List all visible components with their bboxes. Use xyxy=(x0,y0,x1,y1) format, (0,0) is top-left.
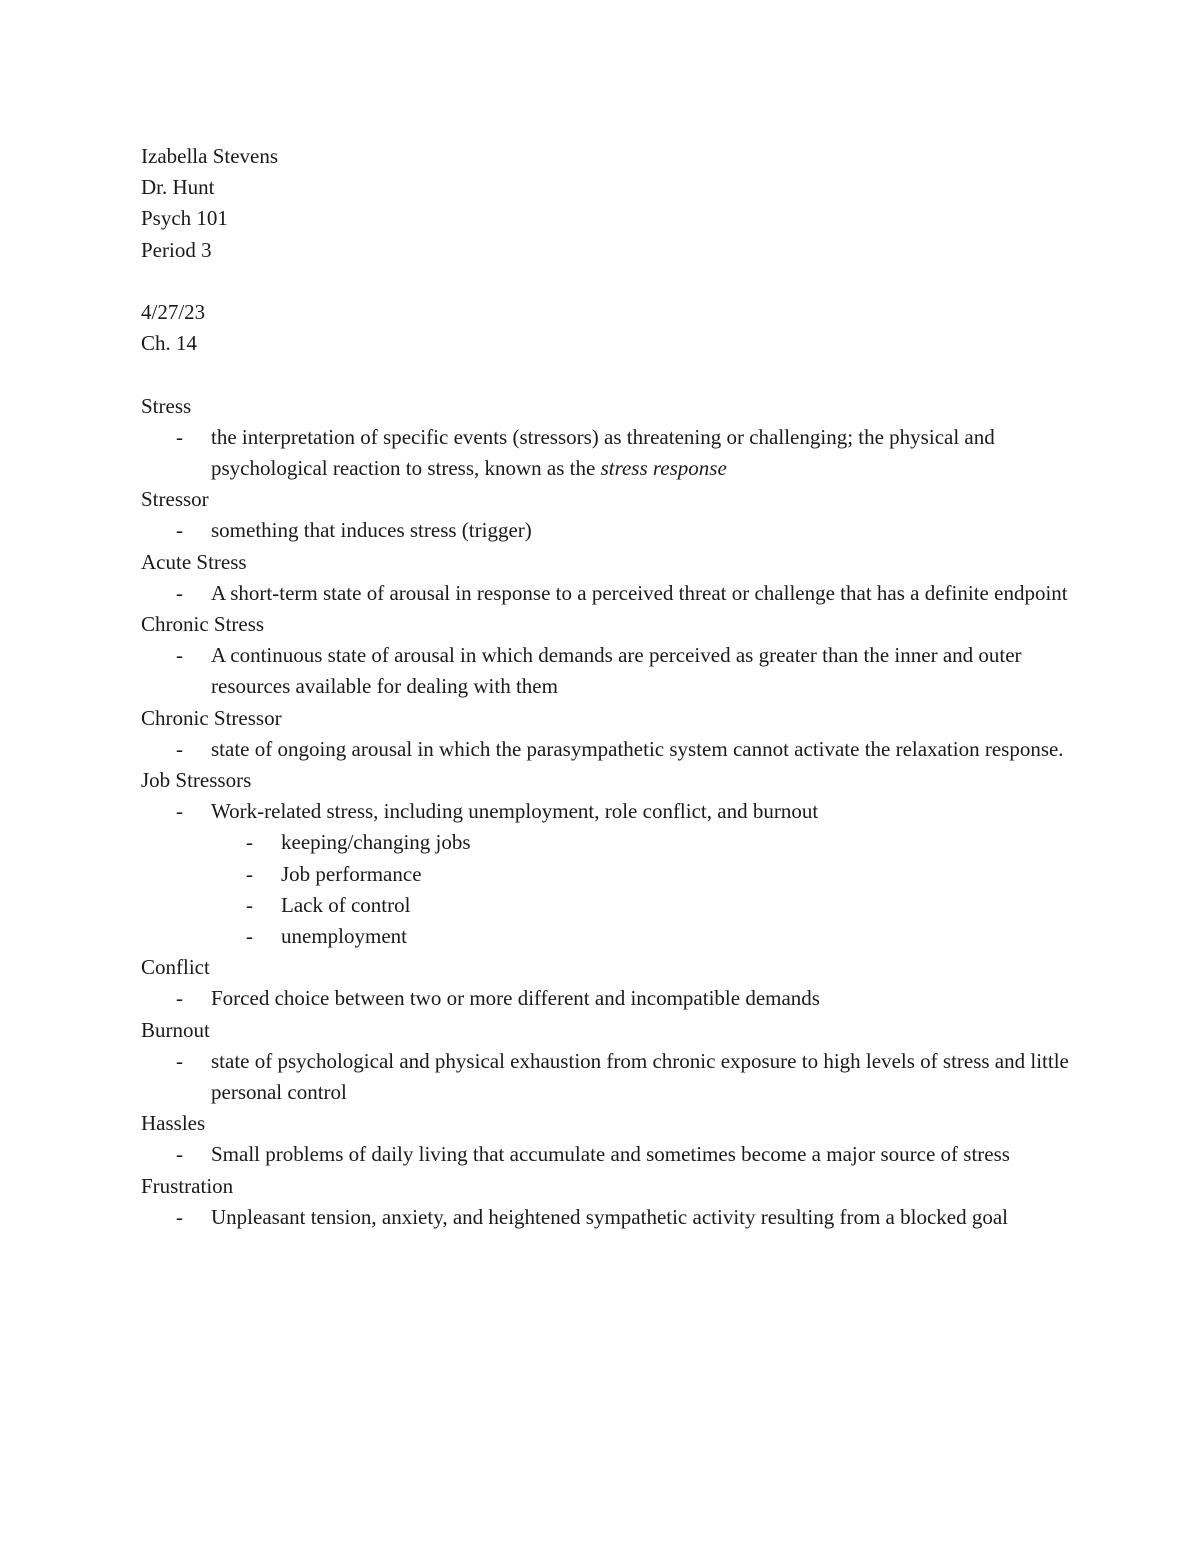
bullet-dash: - xyxy=(176,736,183,761)
definition-text: Work-related stress, including unemployment, role conflict, and burnout xyxy=(211,799,819,824)
student-name: Izabella Stevens xyxy=(141,144,279,168)
sub-bullet-text: keeping/changing jobs xyxy=(281,830,471,855)
course-name: Psych 101 xyxy=(141,206,228,231)
bullet-dash: - xyxy=(246,923,253,948)
chapter-label: Ch. 14 xyxy=(141,331,198,356)
bullet-dash: - xyxy=(176,1048,183,1073)
notes-date: 4/27/23 xyxy=(141,299,206,324)
definition-text: something that induces stress (trigger) xyxy=(211,518,532,543)
term-heading: Chronic Stressor xyxy=(141,705,282,730)
term-definition xyxy=(141,1046,1071,1108)
term-definition xyxy=(141,1202,1071,1233)
class-period: Period 3 xyxy=(141,237,212,262)
term-heading: Job Stressors xyxy=(141,767,252,792)
spacer xyxy=(141,266,1071,297)
bullet-dash: - xyxy=(176,424,183,449)
sub-bullet-text: unemployment xyxy=(281,923,407,948)
term-heading: Stress xyxy=(141,393,192,418)
sub-bullet-item xyxy=(141,921,1071,952)
definition-italic-term: stress response xyxy=(600,455,727,480)
bullet-dash: - xyxy=(176,1204,183,1229)
term-heading: Hassles xyxy=(141,1111,206,1136)
sub-bullet-text: Job performance xyxy=(281,861,422,886)
term-list xyxy=(141,391,1071,1233)
bullet-dash: - xyxy=(246,861,253,886)
sub-bullet-item xyxy=(141,859,1071,890)
term-definition xyxy=(141,983,1071,1014)
term-definition xyxy=(141,640,1071,702)
definition-text: A continuous state of arousal in which demands are perceived as greater than the inner and outer resources available for dealing with them xyxy=(211,643,1022,699)
sub-bullet-item xyxy=(141,827,1071,858)
term-definition xyxy=(141,578,1071,609)
definition-text: the interpretation of specific events (stressors) as threatening or challenging; the physical and psychological reaction to stress, known as the xyxy=(211,424,995,480)
term-heading: Chronic Stress xyxy=(141,611,265,636)
term-definition xyxy=(141,796,1071,827)
document-page xyxy=(141,141,1071,1233)
term-definition xyxy=(141,1139,1071,1170)
definition-text: state of psychological and physical exhaustion from chronic exposure to high levels of stress and little personal control xyxy=(211,1048,1069,1104)
term-heading: Acute Stress xyxy=(141,549,247,574)
bullet-dash: - xyxy=(176,580,183,605)
bullet-dash: - xyxy=(176,1142,183,1167)
term-heading: Stressor xyxy=(141,487,209,512)
sub-bullet-item xyxy=(141,890,1071,921)
teacher-name: Dr. Hunt xyxy=(141,175,215,200)
bullet-dash: - xyxy=(176,643,183,668)
bullet-dash: - xyxy=(176,986,183,1011)
term-definition xyxy=(141,515,1071,546)
sub-bullet-text: Lack of control xyxy=(281,892,411,917)
bullet-dash: - xyxy=(176,518,183,543)
bullet-dash: - xyxy=(246,892,253,917)
term-definition xyxy=(141,422,1071,484)
spacer xyxy=(141,359,1071,390)
term-definition xyxy=(141,734,1071,765)
term-heading: Frustration xyxy=(141,1173,234,1198)
term-heading: Conflict xyxy=(141,955,210,980)
definition-text: state of ongoing arousal in which the parasympathetic system cannot activate the relaxation response. xyxy=(211,736,1064,761)
bullet-dash: - xyxy=(176,799,183,824)
bullet-dash: - xyxy=(246,830,253,855)
term-heading: Burnout xyxy=(141,1017,210,1042)
definition-text: Forced choice between two or more different and incompatible demands xyxy=(211,986,820,1011)
definition-text: Small problems of daily living that accumulate and sometimes become a major source of stress xyxy=(211,1142,1010,1167)
definition-text: Unpleasant tension, anxiety, and heightened sympathetic activity resulting from a blocked goal xyxy=(211,1204,1008,1229)
definition-text: A short-term state of arousal in response to a perceived threat or challenge that has a definite endpoint xyxy=(211,580,1068,605)
